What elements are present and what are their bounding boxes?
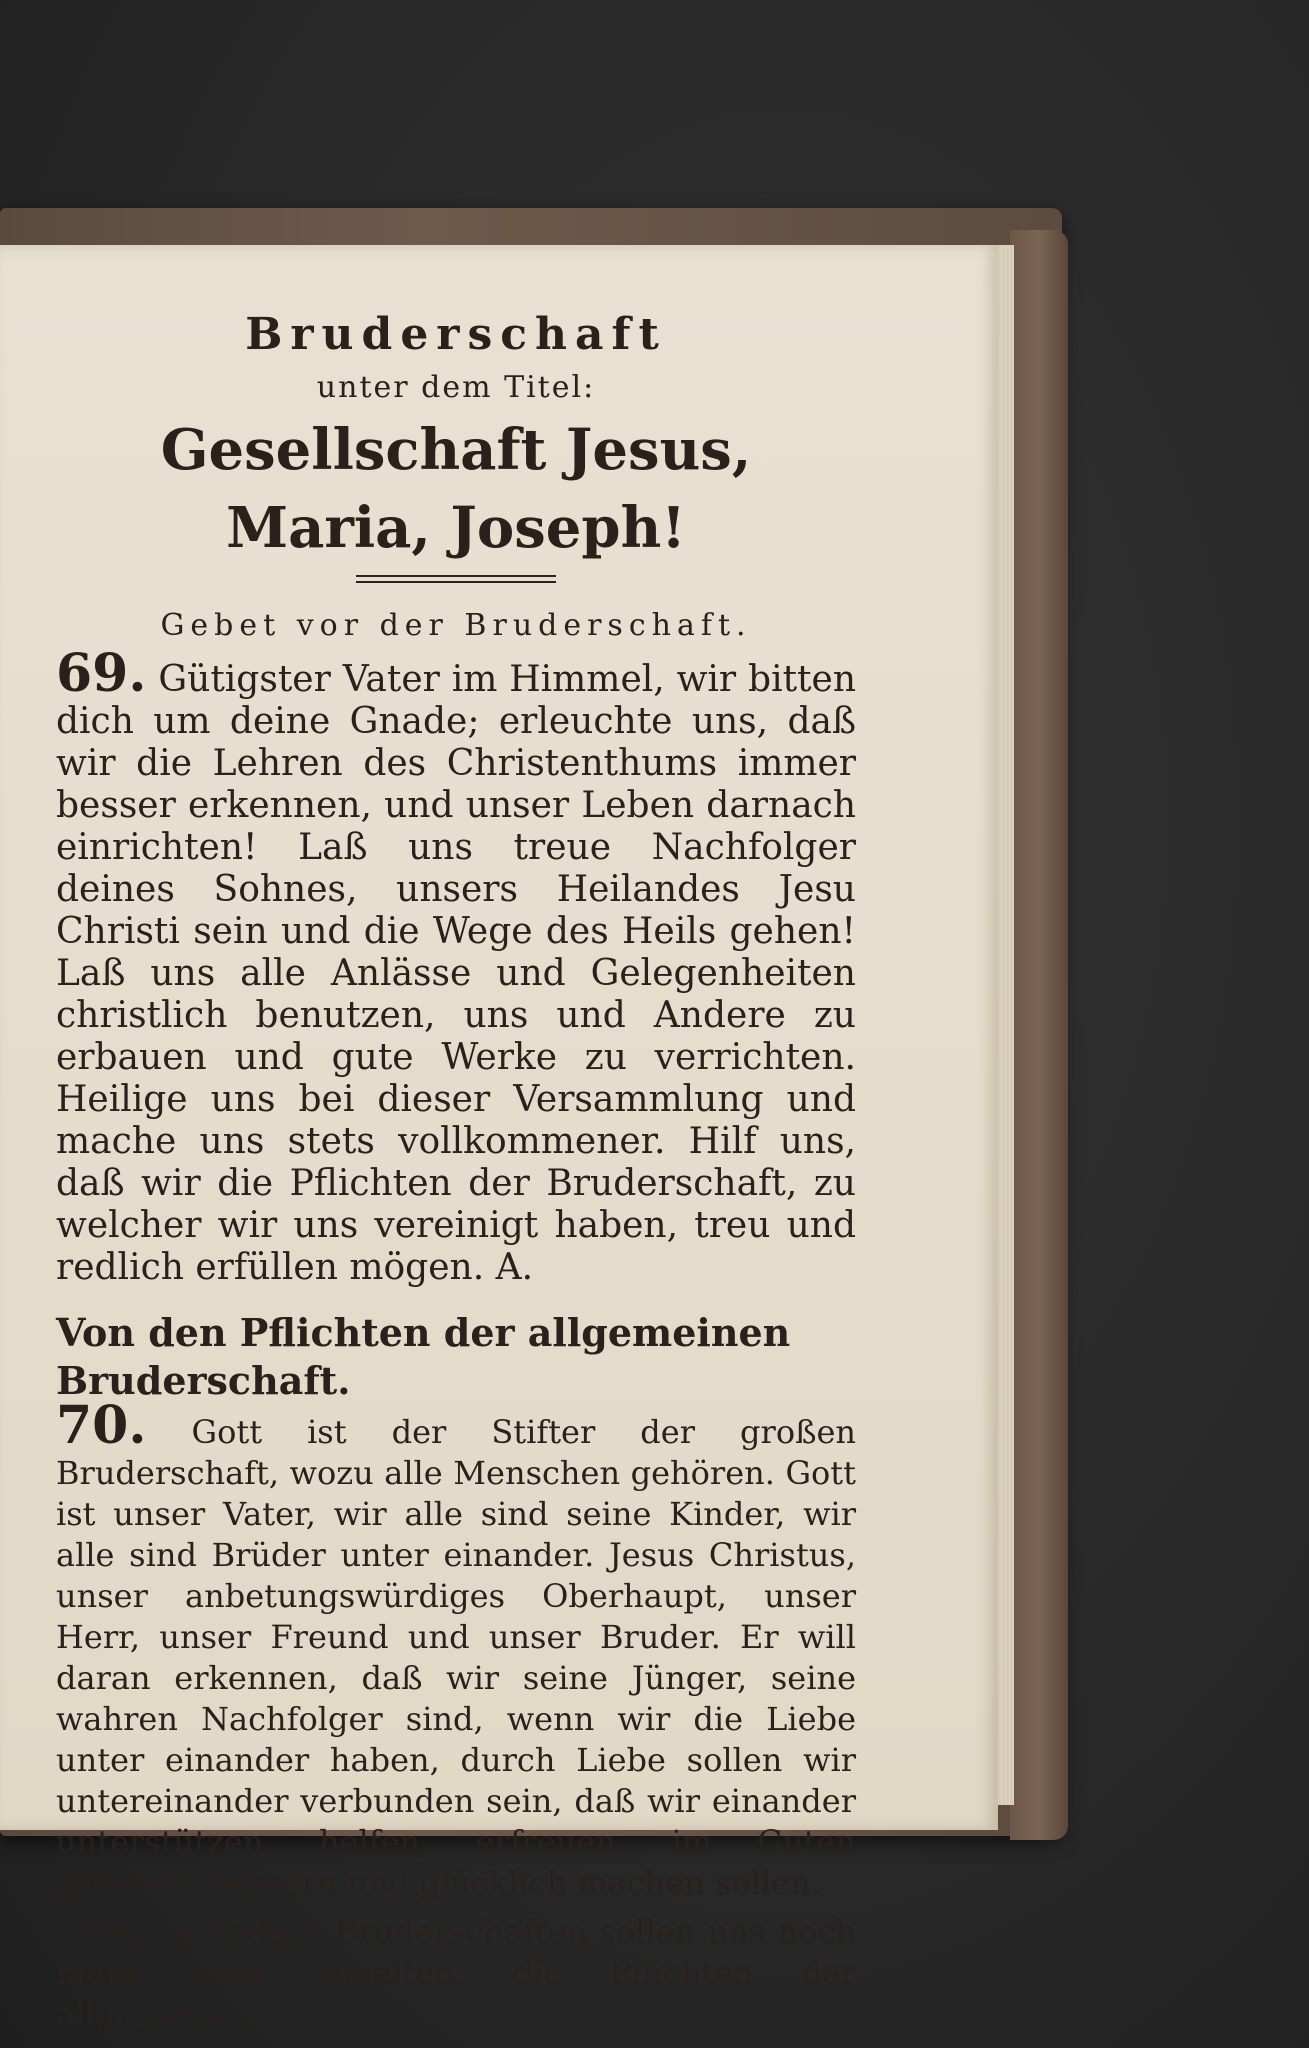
- paragraph-69-text: Gütigster Vater im Himmel, wir bitten dich um deine Gnade; erleuchte uns, daß wir die Lehren des Christenthums immer besser erkennen, und unser Leben darnach einrichten! Laß uns treue Nachfolger deines Sohnes, unsers Heilandes Jesu Christi sein und die Wege des Heils gehen! Laß uns alle Anlässe und Gelegenheiten christlich benutzen, uns und Andere zu erbauen und gute Werke zu verrichten. Heilige uns bei dieser Versammlung und mache uns stets vollkommener. Hilf uns, daß wir die Pflichten der Bruderschaft, zu welcher wir uns vereinigt haben, treu und redlich erfüllen mögen. A.: [56, 659, 857, 1288]
- book-spine: [1010, 230, 1068, 1840]
- section-title: Von den Pflichten der allgemeinen Bruderschaft.: [56, 1310, 791, 1403]
- heading-subtitle: unter dem Titel:: [316, 370, 596, 405]
- double-rule-divider: [356, 575, 556, 583]
- paragraph-69: [56, 643, 857, 1289]
- paragraph-70: [56, 1395, 857, 1904]
- paragraph-number-70: 70.: [56, 1395, 147, 1456]
- paragraph-number-69: 69.: [56, 643, 147, 704]
- paragraph-70-text: Gott ist der Stifter der großen Bruderschaft, wozu alle Menschen gehören. Gott ist unser Vater, wir alle sind seine Kinder, wir alle sind Brüder unter einander. Jesus Christus, unser anbetungswürdiges Oberhaupt, unser Herr, unser Freund und unser Bruder. Er will daran erkennen, daß wir seine Jünger, seine wahren Nachfolger sind, wenn wir die Liebe unter einander haben, durch Liebe sollen wir untereinander verbunden sein, daß wir einander unterstützen, helfen, erfreuen, im Guten erbauen, bessern und glücklich machen sollen.: [56, 1413, 857, 1902]
- book-page: [0, 245, 998, 2033]
- page-text: [56, 305, 856, 2035]
- prayer-title: Gebet vor der Bruderschaft.: [160, 608, 752, 643]
- paragraph-continuation: Die besondern Bruderschaften sollen uns noch mehr dazu anhalten, die Pflichten der allgemeinen: [56, 1913, 856, 2033]
- heading-bruderschaft: Bruderschaft: [245, 309, 667, 360]
- heading-title: Gesellschaft Jesus, Maria, Joseph!: [160, 417, 752, 561]
